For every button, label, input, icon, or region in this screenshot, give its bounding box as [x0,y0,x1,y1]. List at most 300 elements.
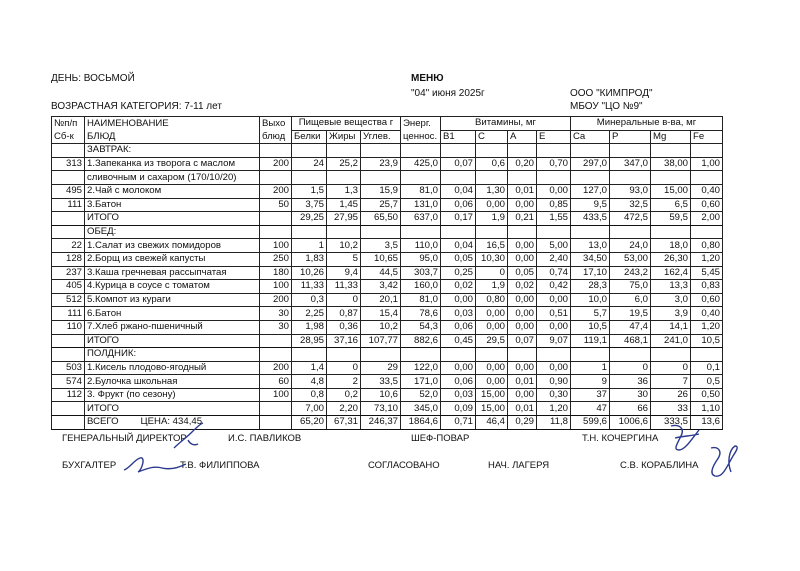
fat-header: Жиры [327,130,361,144]
dish-yield: 60 [260,375,292,389]
total-label: ИТОГО [85,212,260,226]
empty-cell [327,144,361,158]
empty-cell [476,225,508,239]
accountant-name: Т.В. ФИЛИППОВА [180,460,260,471]
section-title-row [52,348,723,362]
empty-cell [260,225,292,239]
protein-value: 24 [292,157,327,171]
b1-header: B1 [441,130,476,144]
dish-yield: 250 [260,252,292,266]
fat-value: 11,33 [327,280,361,294]
dish-name: 6.Батон [85,307,260,321]
a-value: 0,20 [508,157,537,171]
e-value [537,171,571,185]
age-category: ВОЗРАСТНАЯ КАТЕГОРИЯ: 7-11 лет [51,101,222,112]
e-value: 0,30 [537,388,571,402]
carbs-value: 29 [361,361,401,375]
c-value: 1,30 [476,184,508,198]
ca-value: 9,5 [571,198,610,212]
dish-name: 3.Батон [85,198,260,212]
camp-head-signature [703,442,743,482]
a-value: 0,00 [508,293,537,307]
grand-total-a: 0,29 [508,416,537,430]
b1-value: 0,05 [441,252,476,266]
table-row [52,157,723,171]
empty-cell [651,144,691,158]
e-value: 0,00 [537,320,571,334]
ca-header: Ca [571,130,610,144]
c-value: 15,00 [476,388,508,402]
c-value: 0,00 [476,320,508,334]
ca-value: 9 [571,375,610,389]
empty-cell [441,144,476,158]
empty-cell [537,348,571,362]
fat-value: 0,36 [327,320,361,334]
empty-cell [571,144,610,158]
dish-name: 2.Чай с молоком [85,184,260,198]
fe-value: 0,60 [691,293,723,307]
ca-value [571,171,610,185]
col-yield-header: Выхо [260,117,292,131]
recipe-code: 512 [52,293,85,307]
yield-cell [260,416,292,430]
empty-cell [476,144,508,158]
empty-cell [571,225,610,239]
empty-cell [537,225,571,239]
dish-yield [260,171,292,185]
p-value: 6,0 [610,293,651,307]
total-label: ИТОГО [85,402,260,416]
total-c: 1,9 [476,212,508,226]
p-value: 243,2 [610,266,651,280]
energy-value [401,171,441,185]
mg-value [651,171,691,185]
fat-value: 2 [327,375,361,389]
total-p: 468,1 [610,334,651,348]
camp-head-title: НАЧ. ЛАГЕРЯ [488,460,550,471]
fat-value: 10,2 [327,239,361,253]
energy-value: 78,6 [401,307,441,321]
section-title: ПОЛДНИК: [85,348,260,362]
p-value [610,171,651,185]
camp-head-name: С.В. КОРАБЛИНА [620,460,699,471]
total-a: 0,01 [508,402,537,416]
energy-value: 54,3 [401,320,441,334]
nutrients-header: Пищевые вещества г [292,117,401,131]
b1-value: 0,03 [441,388,476,402]
dish-name: 5.Компот из кураги [85,293,260,307]
table-row [52,198,723,212]
empty-cell [441,348,476,362]
mg-value: 14,1 [651,320,691,334]
protein-value: 1,83 [292,252,327,266]
empty-cell [292,144,327,158]
energy-value: 160,0 [401,280,441,294]
carbs-value: 15,4 [361,307,401,321]
fe-value: 1,20 [691,252,723,266]
table-row [52,252,723,266]
total-e: 1,55 [537,212,571,226]
protein-value: 3,75 [292,198,327,212]
menu-title: МЕНЮ [411,73,444,84]
carbs-value: 15,9 [361,184,401,198]
recipe-code: 128 [52,252,85,266]
fe-value: 0,83 [691,280,723,294]
table-row [52,361,723,375]
dish-name: 3. Фрукт (по сезону) [85,388,260,402]
empty-cell [691,144,723,158]
carbs-value [361,171,401,185]
total-fat: 2,20 [327,402,361,416]
b1-value [441,171,476,185]
table-row [52,375,723,389]
table-row [52,171,723,185]
fat-value: 0 [327,293,361,307]
carbs-header: Углев. [361,130,401,144]
total-b1: 0,09 [441,402,476,416]
protein-value: 1,5 [292,184,327,198]
vitamins-header: Витамины, мг [441,117,571,131]
recipe-code: 111 [52,198,85,212]
fe-value: 0,80 [691,239,723,253]
b1-value: 0,03 [441,307,476,321]
total-fe: 10,5 [691,334,723,348]
e-value: 0,90 [537,375,571,389]
empty-cell [571,348,610,362]
b1-value: 0,25 [441,266,476,280]
e-value: 0,85 [537,198,571,212]
protein-value: 11,33 [292,280,327,294]
fe-value [691,171,723,185]
energy-value: 81,0 [401,184,441,198]
fat-value: 5 [327,252,361,266]
c-value: 0,00 [476,198,508,212]
mg-value: 3,0 [651,293,691,307]
a-value: 0,00 [508,252,537,266]
grand-total-fe: 13,6 [691,416,723,430]
total-protein: 7,00 [292,402,327,416]
dish-yield: 30 [260,320,292,334]
header-row-2 [52,130,723,144]
recipe-code: 22 [52,239,85,253]
accountant-signature [120,450,190,480]
total-fat: 37,16 [327,334,361,348]
total-mg: 33 [651,402,691,416]
mg-value: 15,00 [651,184,691,198]
mg-value: 18,0 [651,239,691,253]
carbs-value: 3,5 [361,239,401,253]
b1-value: 0,06 [441,320,476,334]
col-num-header-2: Сб-к [52,130,85,144]
grand-total-fat: 67,31 [327,416,361,430]
total-a: 0,07 [508,334,537,348]
table-row [52,239,723,253]
menu-date: "04" июня 2025г [411,88,485,99]
grand-total-protein: 65,20 [292,416,327,430]
empty-cell [651,348,691,362]
carbs-value: 23,9 [361,157,401,171]
code-cell [52,144,85,158]
fe-value: 0,40 [691,307,723,321]
total-c: 15,00 [476,402,508,416]
fat-value: 25,2 [327,157,361,171]
dish-yield: 100 [260,388,292,402]
protein-value: 0,8 [292,388,327,402]
empty-cell [610,225,651,239]
p-value: 47,4 [610,320,651,334]
c-value [476,171,508,185]
recipe-code: 237 [52,266,85,280]
empty-cell [691,225,723,239]
empty-cell [260,144,292,158]
total-fe: 2,00 [691,212,723,226]
mg-value: 26,30 [651,252,691,266]
grand-total-energy: 1864,6 [401,416,441,430]
col-name-header-2: БЛЮД [85,130,260,144]
total-ca: 433,5 [571,212,610,226]
a-value: 0,00 [508,320,537,334]
total-p: 472,5 [610,212,651,226]
section-title-row [52,144,723,158]
energy-header: Энерг. [401,117,441,131]
table-row [52,280,723,294]
section-total-row [52,212,723,226]
fe-value: 0,50 [691,388,723,402]
a-value [508,171,537,185]
dish-yield: 100 [260,239,292,253]
a-value: 0,00 [508,239,537,253]
protein-value: 1,98 [292,320,327,334]
ca-value: 17,10 [571,266,610,280]
grand-total-mg: 333,5 [651,416,691,430]
mg-value: 13,3 [651,280,691,294]
grand-total-carbs: 246,37 [361,416,401,430]
a-header: A [508,130,537,144]
total-energy: 345,0 [401,402,441,416]
director-signature [170,420,210,454]
protein-value [292,171,327,185]
code-cell [52,348,85,362]
energy-value: 171,0 [401,375,441,389]
ca-value: 13,0 [571,239,610,253]
chef-title: ШЕФ-ПОВАР [411,433,470,444]
grand-total-ca: 599,6 [571,416,610,430]
c-value: 0 [476,266,508,280]
energy-value: 131,0 [401,198,441,212]
dish-yield: 100 [260,280,292,294]
p-value: 93,0 [610,184,651,198]
c-value: 0,00 [476,307,508,321]
chef-signature [665,420,705,456]
dish-name: 1.Запеканка из творога с маслом [85,157,260,171]
header-row-1 [52,117,723,131]
a-value: 0,05 [508,266,537,280]
total-b1: 0,17 [441,212,476,226]
empty-cell [361,144,401,158]
director-name: И.С. ПАВЛИКОВ [228,433,302,444]
total-label: ИТОГО [85,334,260,348]
price-label: ЦЕНА: 434,45 [140,416,203,428]
empty-cell [476,348,508,362]
carbs-value: 33,5 [361,375,401,389]
a-value: 0,02 [508,280,537,294]
a-value: 0,00 [508,307,537,321]
empty-cell [292,348,327,362]
mg-header: Mg [651,130,691,144]
total-fat: 27,95 [327,212,361,226]
ca-value: 10,5 [571,320,610,334]
b1-value: 0,07 [441,157,476,171]
p-value: 53,00 [610,252,651,266]
yield-cell [260,402,292,416]
recipe-code: 112 [52,388,85,402]
e-value: 0,51 [537,307,571,321]
grand-total-e: 11,8 [537,416,571,430]
fe-value: 0,60 [691,198,723,212]
ca-value: 10,0 [571,293,610,307]
fat-value: 1,3 [327,184,361,198]
fat-value: 0,2 [327,388,361,402]
recipe-code: 405 [52,280,85,294]
e-value: 0,00 [537,293,571,307]
carbs-value: 20,1 [361,293,401,307]
empty-cell [537,144,571,158]
b1-value: 0,00 [441,293,476,307]
protein-value: 2,25 [292,307,327,321]
empty-cell [691,348,723,362]
carbs-value: 10,2 [361,320,401,334]
total-p: 66 [610,402,651,416]
col-yield-header-2: блюд [260,130,292,144]
p-value: 347,0 [610,157,651,171]
mg-value: 26 [651,388,691,402]
grand-total-label: ВСЕГО [87,416,119,428]
a-value: 0,01 [508,375,537,389]
yield-cell [260,334,292,348]
empty-cell [260,348,292,362]
table-row [52,184,723,198]
table-row [52,388,723,402]
fe-value: 0,5 [691,375,723,389]
dish-name: 1.Кисель плодово-ягодный [85,361,260,375]
energy-value: 52,0 [401,388,441,402]
mg-value: 162,4 [651,266,691,280]
total-ca: 47 [571,402,610,416]
grand-total-p: 1006,6 [610,416,651,430]
protein-value: 4,8 [292,375,327,389]
p-value: 30 [610,388,651,402]
a-value: 0,00 [508,388,537,402]
carbs-value: 10,65 [361,252,401,266]
grand-total-row [52,416,723,430]
ca-value: 37 [571,388,610,402]
p-header: P [610,130,651,144]
total-protein: 29,25 [292,212,327,226]
grand-total-b1: 0,71 [441,416,476,430]
protein-value: 1,4 [292,361,327,375]
e-value: 5,00 [537,239,571,253]
fe-header: Fe [691,130,723,144]
carbs-value: 3,42 [361,280,401,294]
ca-value: 5,7 [571,307,610,321]
recipe-code: 574 [52,375,85,389]
empty-cell [508,144,537,158]
mg-value: 7 [651,375,691,389]
energy-value: 303,7 [401,266,441,280]
empty-cell [361,225,401,239]
code-cell [52,212,85,226]
c-value: 0,00 [476,361,508,375]
minerals-header: Минеральные в-ва, мг [571,117,723,131]
carbs-value: 10,6 [361,388,401,402]
total-carbs: 65,50 [361,212,401,226]
col-name-header: НАИМЕНОВАНИЕ [85,117,260,131]
energy-header-2: ценнос. [401,130,441,144]
energy-value: 425,0 [401,157,441,171]
recipe-code: 313 [52,157,85,171]
section-total-row [52,402,723,416]
c-value: 10,30 [476,252,508,266]
e-value: 0,42 [537,280,571,294]
energy-value: 122,0 [401,361,441,375]
ca-value: 28,3 [571,280,610,294]
table-row [52,293,723,307]
section-title: ЗАВТРАК: [85,144,260,158]
yield-cell [260,212,292,226]
fat-value: 0,87 [327,307,361,321]
e-value: 2,40 [537,252,571,266]
total-a: 0,21 [508,212,537,226]
carbs-value: 44,5 [361,266,401,280]
protein-value: 0,3 [292,293,327,307]
recipe-code [52,171,85,185]
code-cell [52,334,85,348]
e-value: 0,00 [537,361,571,375]
dish-yield: 180 [260,266,292,280]
col-num-header: №п/п [52,117,85,131]
total-energy: 882,6 [401,334,441,348]
protein-value: 1 [292,239,327,253]
table-row [52,320,723,334]
b1-value: 0,06 [441,198,476,212]
empty-cell [610,144,651,158]
empty-cell [401,225,441,239]
dish-name: 3.Каша гречневая рассыпчатая [85,266,260,280]
total-e: 1,20 [537,402,571,416]
ca-value: 127,0 [571,184,610,198]
b1-value: 0,00 [441,361,476,375]
energy-value: 81,0 [401,293,441,307]
grand-total-c: 46,4 [476,416,508,430]
empty-cell [441,225,476,239]
mg-value: 3,9 [651,307,691,321]
fe-value: 0,1 [691,361,723,375]
code-cell [52,416,85,430]
ca-value: 1 [571,361,610,375]
a-value: 0,00 [508,361,537,375]
carbs-value: 25,7 [361,198,401,212]
fat-value: 0 [327,361,361,375]
e-header: E [537,130,571,144]
a-value: 0,01 [508,184,537,198]
dish-yield: 30 [260,307,292,321]
total-protein: 28,95 [292,334,327,348]
p-value: 32,5 [610,198,651,212]
fe-value: 1,20 [691,320,723,334]
chef-name: Т.Н. КОЧЕРГИНА [582,433,659,444]
p-value: 0 [610,361,651,375]
day-label: ДЕНЬ: ВОСЬМОЙ [51,73,135,84]
